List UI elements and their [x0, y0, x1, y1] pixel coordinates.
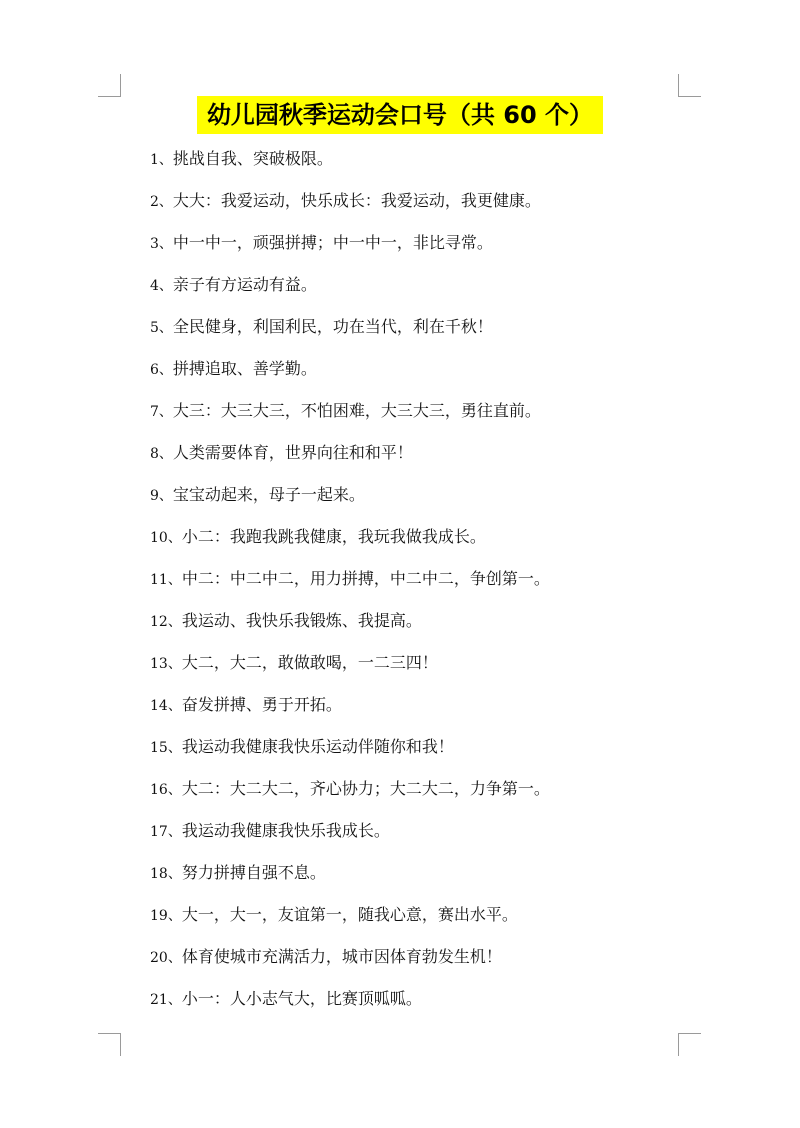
item-text: 挑战自我、突破极限。: [172, 149, 333, 168]
item-text: 我运动、我快乐我锻炼、我提高。: [181, 611, 422, 630]
list-item: [150, 649, 690, 691]
item-text: 努力拼搏自强不息。: [181, 863, 326, 882]
list-item: [150, 481, 690, 523]
item-text: 小一：人小志气大，比赛顶呱呱。: [181, 989, 422, 1008]
list-item: [150, 859, 690, 901]
item-number: 3、: [150, 236, 173, 252]
item-text: 大大：我爱运动，快乐成长：我爱运动，我更健康。: [172, 191, 541, 210]
crop-mark-bottom-right: [678, 1033, 701, 1056]
list-item: [150, 187, 690, 229]
list-item: [150, 733, 690, 775]
item-text: 人类需要体育，世界向往和和平！: [172, 443, 413, 462]
list-item: [150, 271, 690, 313]
list-item: [150, 229, 690, 271]
item-number: 13、: [150, 656, 182, 672]
list-item: [150, 313, 690, 355]
item-text: 我运动我健康我快乐我成长。: [181, 821, 390, 840]
item-number: 6、: [150, 362, 173, 378]
slogan-list: [150, 145, 690, 1027]
list-item: [150, 691, 690, 733]
list-item: [150, 145, 690, 187]
item-text: 拼搏追取、善学勤。: [172, 359, 317, 378]
item-text: 我运动我健康我快乐运动伴随你和我！: [181, 737, 454, 756]
crop-mark-top-left: [98, 74, 121, 97]
item-text: 宝宝动起来，母子一起来。: [172, 485, 365, 504]
list-item: [150, 565, 690, 607]
page-title: 幼儿园秋季运动会口号（共 60 个）: [197, 96, 603, 134]
crop-mark-bottom-left: [98, 1033, 121, 1056]
item-text: 中二：中二中二，用力拼搏，中二中二，争创第一。: [181, 569, 550, 588]
list-item: [150, 943, 690, 985]
list-item: [150, 817, 690, 859]
item-number: 10、: [150, 530, 182, 546]
item-text: 全民健身，利国利民，功在当代，利在千秋！: [172, 317, 493, 336]
item-text: 大二，大二，敢做敢喝，一二三四！: [181, 653, 438, 672]
item-text: 大一，大一，友谊第一，随我心意，赛出水平。: [181, 905, 518, 924]
item-number: 16、: [150, 782, 182, 798]
item-number: 4、: [150, 278, 173, 294]
item-number: 8、: [150, 446, 173, 462]
item-number: 14、: [150, 698, 182, 714]
list-item: [150, 397, 690, 439]
item-number: 1、: [150, 152, 173, 168]
item-number: 19、: [150, 908, 182, 924]
item-number: 9、: [150, 488, 173, 504]
item-number: 17、: [150, 824, 182, 840]
list-item: [150, 355, 690, 397]
list-item: [150, 439, 690, 481]
item-number: 5、: [150, 320, 173, 336]
item-number: 11、: [150, 572, 182, 588]
list-item: [150, 775, 690, 817]
list-item: [150, 523, 690, 565]
crop-mark-top-right: [678, 74, 701, 97]
item-text: 中一中一，顽强拼搏；中一中一，非比寻常。: [172, 233, 493, 252]
item-number: 12、: [150, 614, 182, 630]
item-number: 21、: [150, 992, 182, 1008]
item-number: 20、: [150, 950, 182, 966]
item-text: 体育使城市充满活力，城市因体育勃发生机！: [181, 947, 502, 966]
item-number: 7、: [150, 404, 173, 420]
list-item: [150, 607, 690, 649]
item-number: 15、: [150, 740, 182, 756]
item-text: 亲子有方运动有益。: [172, 275, 317, 294]
title-container: [0, 96, 800, 134]
list-item: [150, 985, 690, 1027]
item-text: 小二：我跑我跳我健康，我玩我做我成长。: [181, 527, 486, 546]
list-item: [150, 901, 690, 943]
item-text: 奋发拼搏、勇于开拓。: [181, 695, 342, 714]
item-number: 18、: [150, 866, 182, 882]
item-text: 大三：大三大三，不怕困难，大三大三，勇往直前。: [172, 401, 541, 420]
item-text: 大二：大二大二，齐心协力；大二大二，力争第一。: [181, 779, 550, 798]
item-number: 2、: [150, 194, 173, 210]
